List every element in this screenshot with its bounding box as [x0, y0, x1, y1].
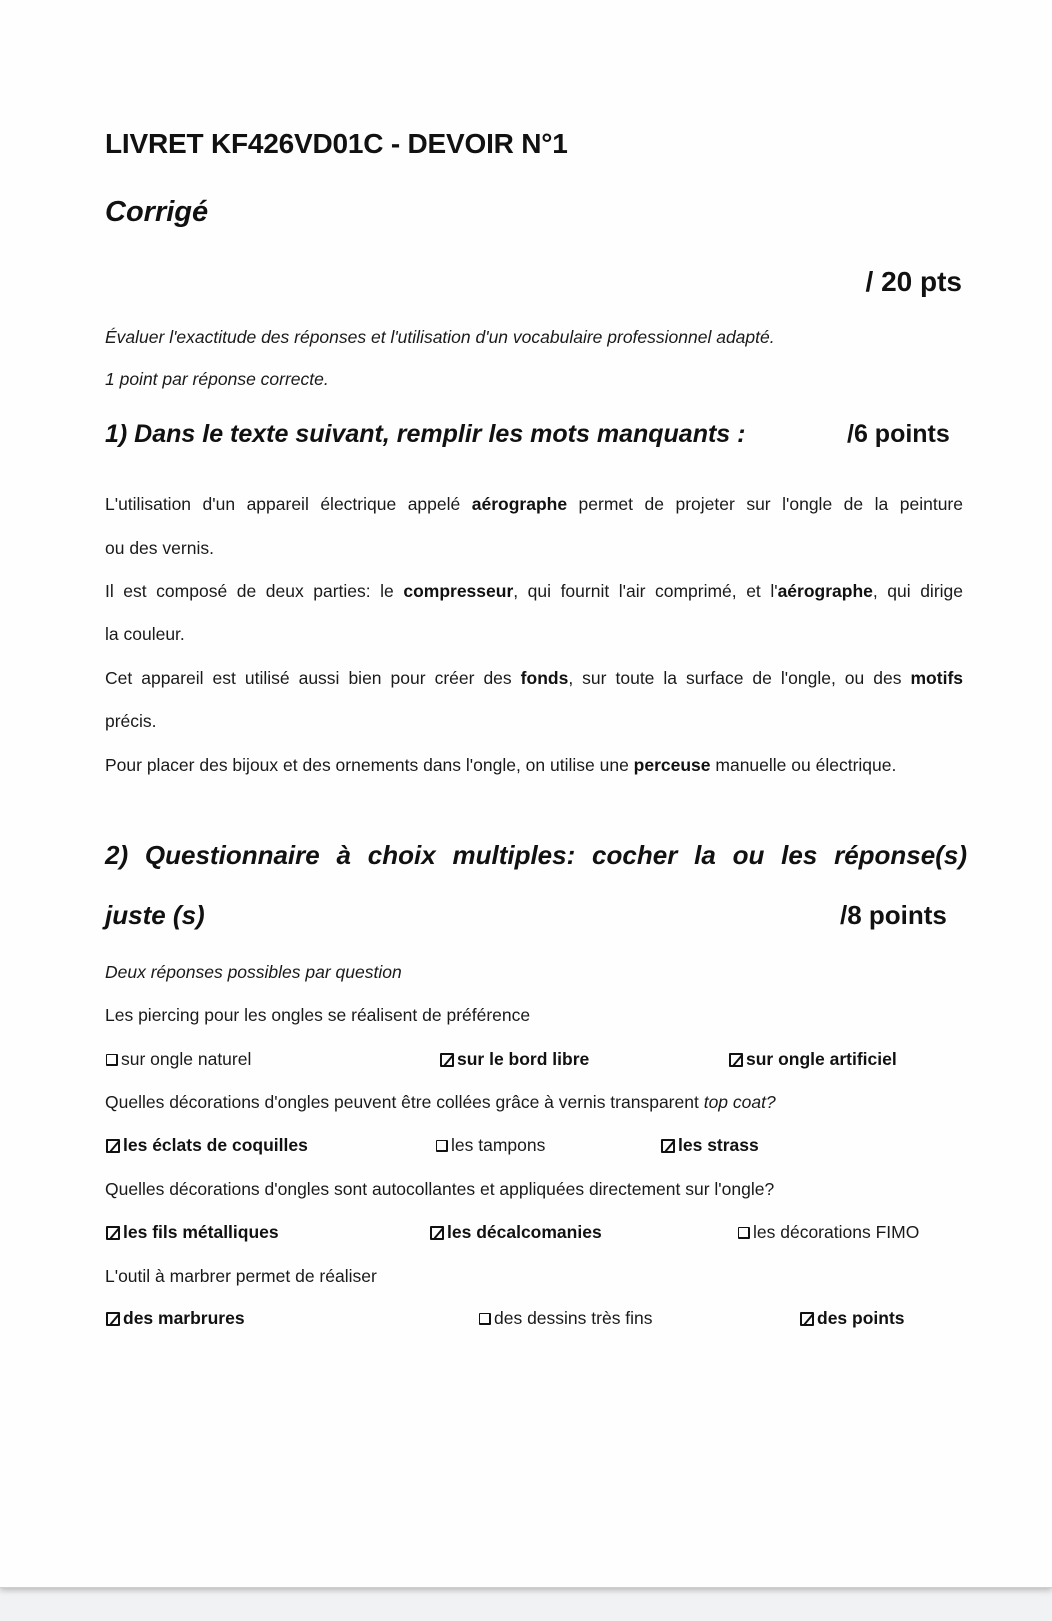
section2-heading-cont: juste (s)	[105, 900, 205, 930]
instruction-scoring: 1 point par réponse correcte.	[105, 369, 329, 389]
text: Il est composé de deux parties: le	[105, 581, 404, 601]
checkbox-unchecked-icon[interactable]	[106, 1054, 118, 1066]
text: la couleur.	[105, 624, 185, 644]
checkbox-checked-icon[interactable]	[106, 1139, 120, 1153]
q2-option-2[interactable]	[436, 1135, 545, 1156]
text: , sur toute la surface de l'ongle, ou des	[568, 668, 911, 688]
option-label: des points	[817, 1308, 905, 1328]
question-text-italic: top coat?	[703, 1092, 776, 1112]
section1-line-1	[105, 494, 963, 515]
section2-note: Deux réponses possibles par question	[105, 962, 402, 982]
text: , qui fournit l'air comprimé, et l'	[513, 581, 778, 601]
checkbox-unchecked-icon[interactable]	[436, 1140, 448, 1152]
q2-option-3[interactable]	[661, 1135, 759, 1156]
text: précis.	[105, 711, 157, 731]
option-label: sur le bord libre	[457, 1049, 590, 1069]
checkbox-checked-icon[interactable]	[729, 1053, 743, 1067]
section1-line-6	[105, 711, 157, 732]
answer-word: fonds	[520, 668, 569, 688]
question-2-text	[105, 1092, 776, 1113]
text: permet de projeter sur l'ongle de la peinture	[567, 494, 963, 514]
document-title: LIVRET KF426VD01C - DEVOIR N°1	[105, 128, 568, 159]
answer-word: motifs	[910, 668, 963, 688]
text: Pour placer des bijoux et des ornements dans l'ongle, on utilise une	[105, 755, 634, 775]
section1-line-7	[105, 755, 896, 776]
instruction-evaluation: Évaluer l'exactitude des réponses et l'utilisation d'un vocabulaire professionnel adapté.	[105, 327, 775, 347]
option-label: les décorations FIMO	[753, 1222, 920, 1242]
section2-points: /8 points	[840, 900, 947, 930]
checkbox-unchecked-icon[interactable]	[479, 1313, 491, 1325]
section2-heading: 2) Questionnaire à choix multiples: cocher la ou les réponse(s)	[105, 840, 967, 870]
answer-word: aérographe	[777, 581, 873, 601]
text: L'utilisation d'un appareil électrique appelé	[105, 494, 472, 514]
answer-word: perceuse	[633, 755, 711, 775]
section1-line-5	[105, 668, 963, 689]
option-label: les décalcomanies	[447, 1222, 602, 1242]
q2-option-1[interactable]	[106, 1135, 308, 1156]
q4-option-2[interactable]	[479, 1308, 653, 1329]
total-points: / 20 pts	[865, 266, 962, 297]
text: manuelle ou électrique.	[710, 755, 897, 775]
section1-heading: 1) Dans le texte suivant, remplir les mots manquants :	[105, 420, 746, 448]
question-text: L'outil à marbrer permet de réaliser	[105, 1266, 377, 1286]
question-4-text	[105, 1266, 377, 1287]
section1-line-2	[105, 538, 214, 559]
option-label: des dessins très fins	[494, 1308, 653, 1328]
checkbox-checked-icon[interactable]	[800, 1312, 814, 1326]
q1-option-1[interactable]	[106, 1049, 251, 1070]
section1-line-3	[105, 581, 963, 602]
checkbox-checked-icon[interactable]	[106, 1226, 120, 1240]
option-label: les fils métalliques	[123, 1222, 279, 1242]
q3-option-3[interactable]	[738, 1222, 919, 1243]
document-subtitle: Corrigé	[105, 196, 209, 228]
checkbox-checked-icon[interactable]	[661, 1139, 675, 1153]
answer-word: compresseur	[403, 581, 514, 601]
question-text: Quelles décorations d'ongles sont autocollantes et appliquées directement sur l'ongle?	[105, 1179, 775, 1199]
q3-option-2[interactable]	[430, 1222, 602, 1243]
text: , qui dirige	[872, 581, 963, 601]
section1-line-4	[105, 624, 185, 645]
checkbox-checked-icon[interactable]	[106, 1312, 120, 1326]
q1-option-3[interactable]	[729, 1049, 897, 1070]
option-label: sur ongle artificiel	[746, 1049, 897, 1069]
checkbox-checked-icon[interactable]	[430, 1226, 444, 1240]
section1-points: /6 points	[847, 420, 950, 448]
q4-option-3[interactable]	[800, 1308, 905, 1329]
option-label: les éclats de coquilles	[123, 1135, 308, 1155]
question-1-text	[105, 1005, 530, 1026]
answer-word: aérographe	[471, 494, 568, 514]
option-label: les strass	[678, 1135, 759, 1155]
checkbox-checked-icon[interactable]	[440, 1053, 454, 1067]
option-label: les tampons	[451, 1135, 546, 1155]
question-3-text	[105, 1179, 774, 1200]
option-label: des marbrures	[123, 1308, 245, 1328]
question-text: Les piercing pour les ongles se réalisent de préférence	[105, 1005, 531, 1025]
q1-option-2[interactable]	[440, 1049, 589, 1070]
q3-option-1[interactable]	[106, 1222, 279, 1243]
text: ou des vernis.	[105, 538, 214, 558]
checkbox-unchecked-icon[interactable]	[738, 1227, 750, 1239]
text: Cet appareil est utilisé aussi bien pour créer des	[105, 668, 521, 688]
option-label: sur ongle naturel	[121, 1049, 252, 1069]
question-text: Quelles décorations d'ongles peuvent être collées grâce à vernis transparent	[105, 1092, 704, 1112]
q4-option-1[interactable]	[106, 1308, 245, 1329]
